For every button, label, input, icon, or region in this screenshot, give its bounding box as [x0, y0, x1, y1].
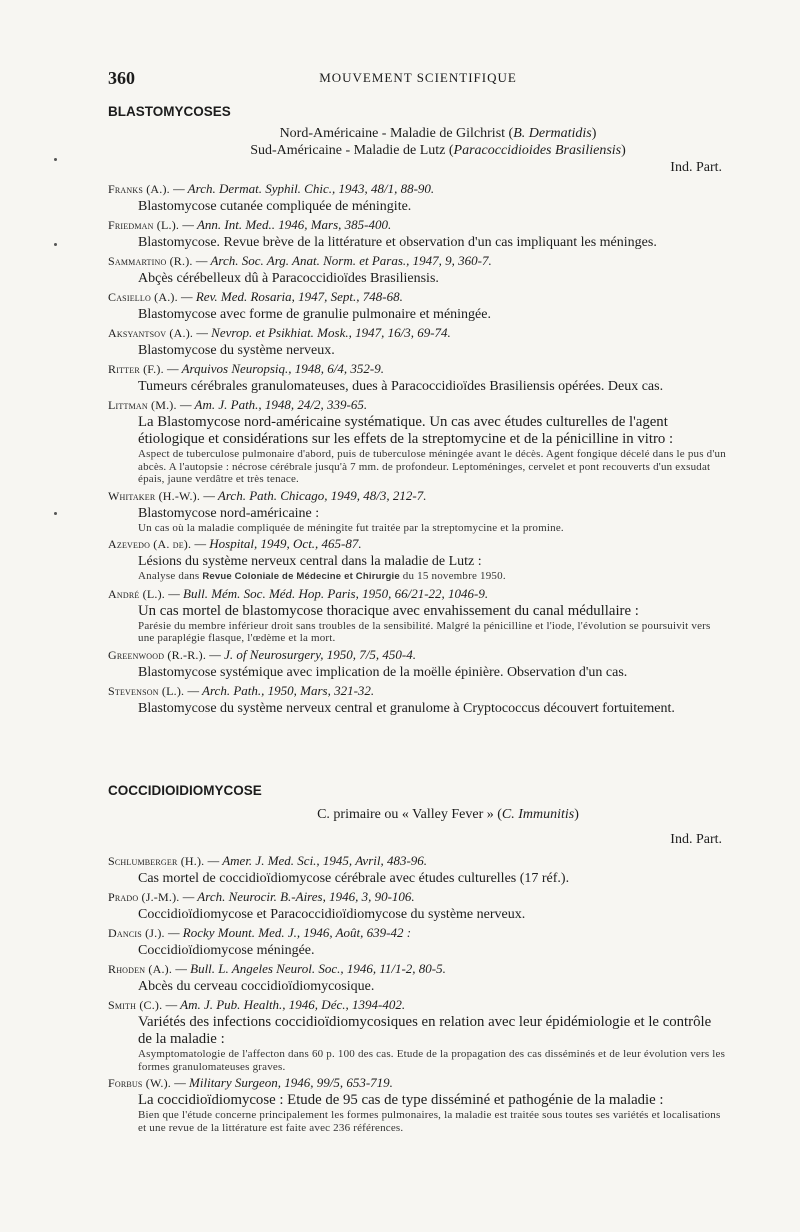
entry-author: Friedman (L.).	[108, 218, 180, 232]
entry-reference: — Arch. Path. Chicago, 1949, 48/3, 212-7.	[200, 487, 427, 503]
entry-title: Cas mortel de coccidioïdiomycose cérébrale avec études culturelles (17 réf.).	[138, 871, 570, 886]
running-head	[108, 68, 728, 88]
bibliography-entry	[108, 360, 728, 395]
bibliography-entry	[108, 585, 728, 645]
entry-abstract	[108, 448, 728, 486]
entry-title: Coccidioïdiomycose méningée.	[138, 943, 315, 958]
entry-list	[108, 180, 728, 717]
ind-part-label: Ind. Part.	[670, 832, 722, 847]
entry-title: Coccidioïdiomycose et Paracoccidioïdiomycose du système nerveux.	[138, 907, 526, 922]
entry-title: Variétés des infections coccidioïdiomycosiques en relation avec leur épidémiologie et le contrôle de la maladie :	[138, 1014, 712, 1047]
entry-author: Littman (M.).	[108, 398, 177, 412]
entry-author: Ritter (F.).	[108, 362, 164, 376]
entry-author: André (L.).	[108, 586, 165, 601]
entry-reference: — Arquivos Neuropsiq., 1948, 6/4, 352-9.	[163, 361, 384, 376]
section-coccidioidiomycose	[108, 783, 728, 1134]
entry-title: Abçès cérébelleux dû à Paracoccidioïdes Brasiliensis.	[138, 271, 439, 286]
entry-author: Rhoden (A.).	[108, 962, 173, 976]
entry-reference: — J. of Neurosurgery, 1950, 7/5, 450-4.	[206, 646, 416, 662]
running-title: MOUVEMENT SCIENTIFIQUE	[319, 70, 517, 85]
entry-citation	[108, 396, 728, 414]
entry-reference: — Arch. Path., 1950, Mars, 321-32.	[184, 682, 375, 698]
abstract-text: Un cas où la maladie compliquée de méningite fut traitée par la streptomycine et la prominе.	[138, 521, 564, 534]
entry-reference: — Rocky Mount. Med. J., 1946, Août, 639-42 :	[164, 925, 412, 940]
section-subtitle: Sud-Américaine - Maladie de Lutz (Paracoccidioides Brasiliensis)	[250, 143, 626, 158]
entry-reference: — Rev. Med. Rosaria, 1947, Sept., 748-68.	[177, 289, 403, 304]
entry-reference: — Arch. Dermat. Syphil. Chic., 1943, 48/1, 88-90.	[169, 181, 435, 196]
entry-citation	[108, 487, 728, 505]
entry-author: Prado (J.-M.).	[108, 890, 180, 904]
entry-author: Casiello (A.).	[108, 290, 178, 304]
entry-citation	[108, 960, 728, 978]
entry-citation	[108, 1074, 728, 1092]
abstract-tail: du 15 novembre 1950.	[402, 570, 506, 582]
section-heading: BLASTOMYCOSES	[108, 104, 231, 119]
entry-abstract	[108, 620, 728, 645]
entry-title: Blastomycose nord-américaine :	[138, 505, 320, 521]
entry-title: Blastomycose systémique avec implication de la moëlle épinière. Observation d'un cas.	[138, 664, 628, 680]
scan-speck	[54, 158, 57, 161]
entry-citation	[108, 252, 728, 270]
entry-citation	[108, 324, 728, 342]
entry-author: Smith (C.).	[108, 998, 163, 1012]
entry-title: Blastomycose avec forme de granulie pulmonaire et méningée.	[138, 307, 491, 322]
ind-part-label: Ind. Part.	[670, 160, 722, 175]
bibliography-entry	[108, 1074, 728, 1134]
entry-citation	[108, 682, 728, 700]
entry-reference: — Military Surgeon, 1946, 99/5, 653-719.	[170, 1075, 393, 1090]
entry-title: Tumeurs cérébrales granulomateuses, dues à Paracoccidioïdes Brasiliensis opérées. Deux cas.	[138, 379, 664, 394]
entry-author: Greenwood (R.-R.).	[108, 647, 207, 662]
entry-citation	[108, 996, 728, 1014]
entry-author: Aksyantsov (A.).	[108, 326, 194, 340]
entry-author: Whitaker (H.-W.).	[108, 488, 201, 503]
bibliography-entry	[108, 960, 728, 995]
entry-citation	[108, 646, 728, 664]
entry-title: Lésions du système nerveux central dans la maladie de Lutz :	[138, 554, 482, 569]
entry-title: Blastomycose du système nerveux central et granulome à Cryptococcus découvert fortuitement.	[138, 700, 675, 716]
entry-author: Dancis (J.).	[108, 926, 165, 940]
bibliography-entry	[108, 535, 728, 584]
bibliography-entry	[108, 888, 728, 923]
bibliography-entry	[108, 180, 728, 215]
bibliography-entry	[108, 252, 728, 287]
bibliography-entry	[108, 996, 728, 1073]
abstract-text: Bien que l'étude concerne principalement les formes pulmonaires, la maladie est traitée sous toutes ses variétés et localisations et une revue de la littérature est faite avec 236 références.	[138, 1109, 721, 1134]
entry-abstract	[108, 570, 728, 584]
entry-author: Stevenson (L.).	[108, 683, 185, 698]
entry-author: Franks (A.).	[108, 182, 170, 196]
entry-author: Forbus (W.).	[108, 1076, 171, 1090]
entry-list	[108, 852, 728, 1134]
entry-reference: — Am. J. Path., 1948, 24/2, 339-65.	[176, 397, 368, 412]
entry-citation	[108, 216, 728, 234]
entry-reference: — Bull. Mém. Soc. Méd. Hop. Paris, 1950, 66/21-22, 1046-9.	[164, 585, 489, 601]
bibliography-entry	[108, 646, 728, 681]
bibliography-entry	[108, 682, 728, 717]
abstract-text: Analyse dans	[138, 570, 200, 582]
entry-abstract	[108, 522, 728, 535]
bibliography-entry	[108, 216, 728, 251]
entry-reference: — Ann. Int. Med.. 1946, Mars, 385-400.	[179, 217, 392, 232]
entry-citation	[108, 288, 728, 306]
entry-reference: — Amer. J. Med. Sci., 1945, Avril, 483-96.	[204, 853, 428, 868]
entry-citation	[108, 535, 728, 553]
entry-author: Sammartino (R.).	[108, 254, 193, 268]
scan-speck	[54, 243, 57, 246]
entry-title: Blastomycose du système nerveux.	[138, 343, 335, 358]
bibliography-entry	[108, 288, 728, 323]
entry-reference: — Nevrop. et Psikhiat. Mosk., 1947, 16/3, 69-74.	[193, 325, 451, 340]
section-heading: COCCIDIOIDIOMYCOSE	[108, 783, 262, 798]
bibliography-entry	[108, 924, 728, 959]
section-subtitle: C. primaire ou « Valley Fever » (C. Immunitis)	[317, 807, 579, 822]
section-subtitle: Nord-Américaine - Maladie de Gilchrist (B. Dermatidis)	[279, 126, 597, 141]
entry-title: Blastomycose. Revue brève de la littérature et observation d'un cas impliquant les méninges.	[138, 235, 657, 250]
entry-reference: — Arch. Soc. Arg. Anat. Norm. et Paras., 1947, 9, 360-7.	[192, 253, 492, 268]
abstract-text: Aspect de tuberculose pulmonaire d'abord, puis de tuberculose méningée avant le décès. Agent fongique décelé dans le pus d'un abcès. A l'autopsie : nécrose cérébrale jusqu'à 7 mm. de profondeur. Leptoméninges, cervelet et pont recouverts d'un exsudat épais, jaune verdâtre et très tenace.	[138, 448, 726, 485]
entry-author: Azevedo (A. de).	[108, 537, 192, 551]
entry-reference: — Arch. Neurocir. B.-Aires, 1946, 3, 90-106.	[179, 889, 415, 904]
section-blastomycoses	[108, 104, 728, 717]
page-number: 360	[108, 68, 135, 88]
entry-title: Abcès du cerveau coccidioïdiomycosique.	[138, 979, 375, 994]
entry-title: La coccidioïdiomycose : Etude de 95 cas de type disséminé et pathogénie de la maladie :	[138, 1092, 664, 1108]
scan-speck	[54, 512, 57, 515]
entry-citation	[108, 888, 728, 906]
abstract-text: Parésie du membre inférieur droit sans troubles de la sensibilité. Malgré la pénicilline et l'iode, l'évolution se poursuivit vers une paraplégie flasque, l'œdème et la mort.	[138, 619, 711, 644]
entry-citation	[108, 180, 728, 198]
entry-title: Un cas mortel de blastomycose thoracique avec envahissement du canal médullaire :	[138, 602, 639, 619]
bibliography-entry	[108, 324, 728, 359]
entry-citation	[108, 924, 728, 942]
entry-citation	[108, 852, 728, 870]
entry-reference: — Bull. L. Angeles Neurol. Soc., 1946, 11/1-2, 80-5.	[172, 961, 446, 976]
bibliography-entry	[108, 487, 728, 535]
entry-reference: — Am. J. Pub. Health., 1946, Déc., 1394-402.	[162, 997, 406, 1012]
entry-author: Schlumberger (H.).	[108, 854, 205, 868]
entry-citation	[108, 585, 728, 603]
bibliography-entry	[108, 852, 728, 887]
entry-citation	[108, 360, 728, 378]
abstract-journal: Revue Coloniale de Médecine et Chirurgie	[202, 571, 400, 582]
entry-title: Blastomycose cutanée compliquée de méningite.	[138, 199, 412, 214]
entry-reference: — Hospital, 1949, Oct., 465-87.	[191, 536, 362, 551]
bibliography-entry	[108, 396, 728, 486]
abstract-text: Asymptomatologie de l'affecton dans 60 p. 100 des cas. Etude de la propagation des cas disséminés et de leur évolution vers les formes granulomateuses graves.	[138, 1048, 726, 1073]
entry-abstract	[108, 1109, 728, 1134]
entry-title: La Blastomycose nord-américaine systématique. Un cas avec études culturelles de l'agent étiologique et considérations sur les effets de la streptomycine et de la pénicilline in vitro :	[138, 414, 674, 447]
entry-abstract	[108, 1048, 728, 1073]
